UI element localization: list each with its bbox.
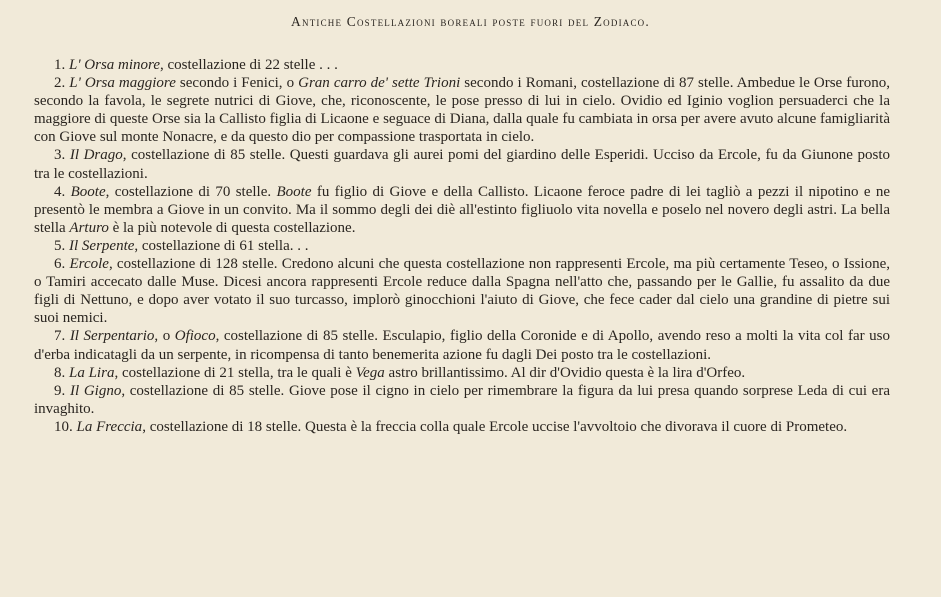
entry-text: è la più notevole di questa costellazione. — [108, 219, 356, 236]
entry-2 — [34, 74, 890, 146]
constellation-name: Il Serpentario — [69, 328, 155, 345]
italic-name: Boote — [276, 183, 312, 200]
entry-text: , costellazione di 70 stelle. — [105, 183, 277, 200]
entry-text: , costellazione di 61 stella. . . — [134, 237, 309, 254]
alternate-name: Gran carro de' sette Trioni — [298, 75, 461, 92]
constellation-name: Boote — [70, 183, 106, 200]
entry-text: astro brillantissimo. Al dir d'Ovidio questa è la lira d'Orfeo. — [384, 364, 746, 381]
entry-number: 1. — [54, 57, 66, 73]
entry-number: 8. — [54, 364, 66, 381]
constellation-name: Il Serpente — [69, 237, 135, 254]
entry-9 — [34, 382, 890, 418]
entry-number: 4. — [54, 183, 66, 200]
entry-1 — [34, 56, 890, 74]
entry-text: , costellazione di 85 stelle. Questi guardava gli aurei pomi del giardino delle Esperidi. Ucciso da Ercole, fu da Giunone posto tra le costellazioni. — [34, 147, 891, 182]
entry-text: , costellazione di 128 stelle. Credono alcuni che questa costellazione non rappresenti Ercole, ma più certamente Teseo, o Issione, o Tamiri accecato dalle Muse. Dicesi ancora rappresenti Ercole reduce dalla Spagna nell'atto che, passando per le Gallie, fu assalito da due figli di Nettuno, e dopo aver votato il suo turcasso, implorò ginocchioni l'aiuto di Giove, che fece cader dal cielo una grandine di pietre sui suoi nemici. — [34, 256, 891, 327]
entry-text: , costellazione di 85 stelle. Esculapio, figlio della Coronide e di Apollo, avendo reso a molti la vita col far uso d'erba indicatagli da un serpente, in ricompensa di tanto benemerita azione fu dagli Dei posto tra le costellazioni. — [34, 328, 890, 363]
star-name: Vega — [355, 364, 385, 381]
star-name: Arturo — [69, 219, 109, 236]
entry-text: secondo i Fenici, o — [175, 75, 299, 92]
entry-3 — [34, 146, 890, 182]
entry-text: , costellazione di 18 stelle. Questa è la freccia colla quale Ercole uccise l'avvoltoio che divorava il cuore di Prometeo. — [142, 418, 848, 435]
entry-text: , o — [154, 328, 175, 345]
constellation-name: L' Orsa minore — [69, 57, 160, 73]
page-title: Antiche Costellazioni boreali poste fuori del Zodiaco. — [291, 14, 650, 29]
constellation-name: La Freccia — [76, 418, 143, 435]
entry-7 — [34, 327, 890, 363]
constellation-name: L' Orsa maggiore — [69, 75, 176, 92]
constellation-name: La Lira — [69, 364, 115, 381]
entry-number: 5. — [54, 237, 66, 254]
entry-number: 2. — [54, 75, 66, 92]
entry-number: 6. — [54, 256, 66, 273]
entry-10 — [34, 418, 890, 436]
entry-number: 7. — [54, 328, 66, 345]
entry-number: 9. — [54, 382, 66, 399]
entry-4 — [34, 183, 890, 237]
entry-5 — [34, 237, 890, 255]
entry-8 — [34, 364, 890, 382]
constellation-name: Ercole — [69, 256, 109, 273]
entry-text: secondo i Romani, costellazione di 87 stelle. Ambedue le Orse furono, secondo la favola, le segrete nutrici di Giove, che, riconoscente, le pose presso di lui in cielo. Ovidio ed Iginio voglion persuaderci che la maggiore di queste Orse sia la Callisto figlia di Licaone e seguace di Diana, dalla quale fu cambiata in orsa per avere avuto alcune famigliarità con Giove sul monte Nonacre, e da questo dio per compassione trasportata in cielo. — [34, 75, 890, 146]
entry-number: 3. — [54, 147, 66, 164]
constellation-list — [34, 56, 890, 436]
constellation-name: Il Drago — [69, 147, 123, 164]
entry-text: , costellazione di 85 stelle. Giove pose il cigno in cielo per rimembrare la figura da lui presa quando sorprese Leda di cui era invaghito. — [34, 382, 890, 417]
entry-number: 10. — [54, 418, 73, 435]
entry-text: , costellazione di 22 stelle . . . — [160, 57, 338, 73]
constellation-name: Il Gigno — [69, 382, 122, 399]
entry-text: fu figlio di Giove e della Callisto. Licaone feroce padre di lei tagliò a pezzi il nipotino e ne presentò le membra a Giove in un convito. Ma il sommo degli dei diè all'estinto figliuolo vita novella e poselo nel novero degli astri. La bella stella — [34, 183, 891, 236]
alternate-name: Ofioco — [174, 328, 216, 345]
entry-6 — [34, 255, 890, 327]
entry-text: , costellazione di 21 stella, tra le quali è — [114, 364, 356, 381]
